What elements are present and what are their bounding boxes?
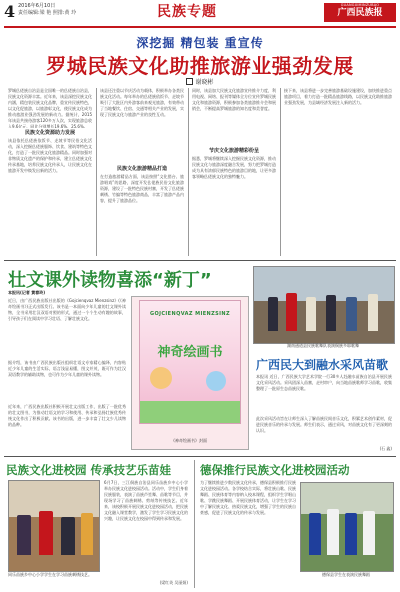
article5-body: 为了继续推进少数民族文化传承，德保县积极推行民族文化进校园活动。各学校结合实际，将壮族山歌、民族舞蹈、民族体育等内容纳入校本课程，组织学生学唱山歌、学跳民族舞蹈、开展民族体育活动，让学生在学习中了解民族文化、热爱民族文化，增强了学生的民族自豪感，促进了民族文化的传承与发展。	[200, 480, 296, 515]
page-number: 4	[4, 2, 16, 21]
lead-kicker: 深挖掘 精包装 重宣传	[136, 36, 264, 50]
header-meta	[18, 3, 76, 17]
article3-body2: 此次采风活动旨在让师生深入了解苗族民间音乐文化，积累艺术创作素材，促进民族音乐的传承与发展。师生们表示，通过采风，对苗族文化有了更深刻的认识。	[256, 416, 392, 433]
article3-headline: 广西民大到融水采风苗歌	[256, 358, 389, 372]
lead-col1-p1: 罗城仫佬族自治县是全国唯一的仫佬族自治县，民族文化资源丰富。近年来，该县深挖民族文化内涵，精包装民族文化品牌，重宣传民族特色，以文化促旅游，以旅游彰文化，使民族文化成为推动旅游业强劲发展的新动力。据统计，2015年该县共接待游客120多万人次，实现旅游总收入9.6亿元，同比分别增长19.6%、25.6%。	[8, 88, 92, 128]
book-caption: 《神奇绘画书》封面	[171, 438, 207, 443]
article4-author: (梁红英 吴丽娟)	[159, 580, 188, 585]
section-rule	[4, 456, 396, 457]
article2-byline: 本报讯(记者 黄春玲)	[8, 290, 46, 295]
article2-headline: 壮文课外读物喜添“新丁”	[8, 270, 212, 291]
debao-photo-caption: 德保县学生在表演民族舞蹈	[322, 572, 370, 577]
byline-box	[186, 78, 193, 85]
article2-body3: 近年来，广西民族出版社积极开展壮文出版工作，出版了一批优秀的壮文图书，为推动壮语文的学习和使用、传承和弘扬壮族优秀传统文化作出了积极贡献。该书的出版，进一步丰富了壮文少儿读物的品种。	[8, 404, 126, 427]
lead-headline: 罗城民族文化助推旅游业强劲发展	[46, 54, 354, 78]
dance-photo-caption: 湖南通道县民族歌舞队表演侗族多耶歌舞	[287, 343, 359, 348]
debao-photo	[300, 482, 394, 572]
col-divider	[280, 88, 281, 256]
book-series-title: GOJCIENQVAZ MIENZSINZ	[149, 311, 231, 317]
lead-col3-p2: 据悉，罗城将继续深入挖掘民族文化资源，推动民族文化与旅游深度融合发展，努力把罗城打造成为具有浓郁民族特色的旅游目的地，让更多游客领略仫佬族文化的独特魅力。	[192, 156, 276, 179]
masthead	[324, 3, 396, 22]
column-title: 民族专题	[157, 4, 217, 20]
col-divider	[194, 460, 195, 588]
dance-photo	[253, 266, 395, 344]
masthead-name: 广西民族报	[337, 8, 383, 18]
lead-col2-p1: 该县还注重以节庆活动为载体，积极举办各类民族文化活动。每年举办的仫佬族依饭节、走坡节吸引了大批区内外游客前来观光旅游，有效带动了当地餐饮、住宿、交通等相关产业的发展，实现了民族文化与旅游产业的良性互动。	[100, 88, 184, 117]
date-line: 2016年6月10日	[18, 3, 56, 9]
book-title: 神奇绘画书	[157, 345, 223, 360]
section-rule	[4, 260, 396, 261]
book-cover-image	[139, 300, 241, 424]
article4-headline: 民族文化进校园 传承技艺乐苗娃	[6, 463, 172, 477]
lead-col3-p1: 同时，该县加大民族文化旅游宣传推介力度，利用电视、网络、报刊等媒体全方位宣传罗城民族文化和旅游资源，积极参加各类旅游推介会和展销会，不断提高罗城旅游的知名度和美誉度。	[192, 88, 276, 111]
article4-body: 6月7日，三江侗族自治县同乐苗族乡中心小学举办民族文化进校园活动。活动中，学生们身着民族服装，表演了苗族芦笙舞、苗歌等节目，并现场学习了苗族刺绣、剪纸等传统技艺。近年来，该校积极开展民族文化进校园活动，把民族文化融入课堂教学，激发了学生学习民族文化的兴趣，让民族文化在校园中得到传承和发展。	[104, 480, 188, 521]
col-divider	[188, 88, 189, 256]
lead-col3-subhead: 节庆文化旅游精彩纷呈	[208, 148, 259, 154]
illustration-kid	[206, 371, 226, 391]
illustration-kid	[150, 367, 172, 389]
article3-body1: 本报讯 近日，广西民族大学艺术学院一行30多人赴融水苗族自治县开展民族文化采风活动。采风团深入苗寨，走村串户，向当地苗族歌师学习苗歌，收集整理了一批原生态苗族民歌。	[256, 374, 392, 391]
lead-author: 谢晓彬	[195, 79, 214, 86]
lead-col1-p2: 该县依托仫佬族依饭节、走坡节等民俗文化活动，深入挖掘仫佬族服饰、饮食、建筑等特色文化，打造了一批民族文化旅游精品。同时加强对非物质文化遗产的保护和传承，建立仫佬族文化传承基地，培养民族文化传承人，让民族文化在旅游开发中焕发出新的活力。	[8, 138, 92, 173]
illustration-grass	[140, 401, 240, 423]
lead-col1-subhead: 民族文化资源助力发展	[24, 130, 75, 136]
article3-author: (石 鑫)	[379, 446, 392, 451]
lead-col2-subhead: 民族文化旅游精品打造	[116, 166, 167, 172]
article5-headline: 德保推行民族文化进校园活动	[200, 463, 350, 477]
lead-col4-p1: 接下来，该县将进一步完善旅游基础设施建设，加快推进重点旅游项目，着力打造一批精品旅游线路，以民族文化助推旅游业强劲发展，为县域经济发展注入新的活力。	[284, 88, 392, 105]
article2-body2: 据介绍，该书由广西民族出版社组织壮语文专家精心编译，内容贴近少年儿童的生活实际，语言浅显易懂，图文并茂，既可作为壮汉双语教学的辅助读物，也可作为少年儿童的课外读物。	[8, 360, 126, 377]
article2-body1: 近日，由广西民族出版社出版的《Gojcienqvaz Mienzsinz》(《神奇绘画书》)正式出版发行。该书是一本面向少年儿童的壮文课外读物，全书采用壮汉双语对照的形式，通过一个个生动有趣的故事，引导孩子们在阅读中学习壮语、了解壮族文化。	[8, 298, 126, 321]
col-divider	[96, 88, 97, 256]
lead-byline	[0, 77, 400, 86]
school-photo-caption: 同乐苗族乡中心小学学生在学习苗族刺绣技艺。	[8, 572, 92, 577]
editor-line: 责任编辑:梁 艳 照排:黄 玲	[18, 10, 77, 16]
school-photo	[8, 480, 100, 572]
lead-col2-p2: 在打造旅游精品方面，该县按照“文化搭台、旅游唱戏”的思路，深度开发仫佬族民俗文化旅游资源，建设了一批特色民族村寨，开发了仫佬族刺绣、竹编等特色旅游商品，丰富了旅游产品内容，提升了旅游品位。	[100, 174, 184, 203]
header-rule	[4, 26, 396, 28]
masthead-pinyin: GUANGXIMINZUBAO	[340, 3, 380, 7]
